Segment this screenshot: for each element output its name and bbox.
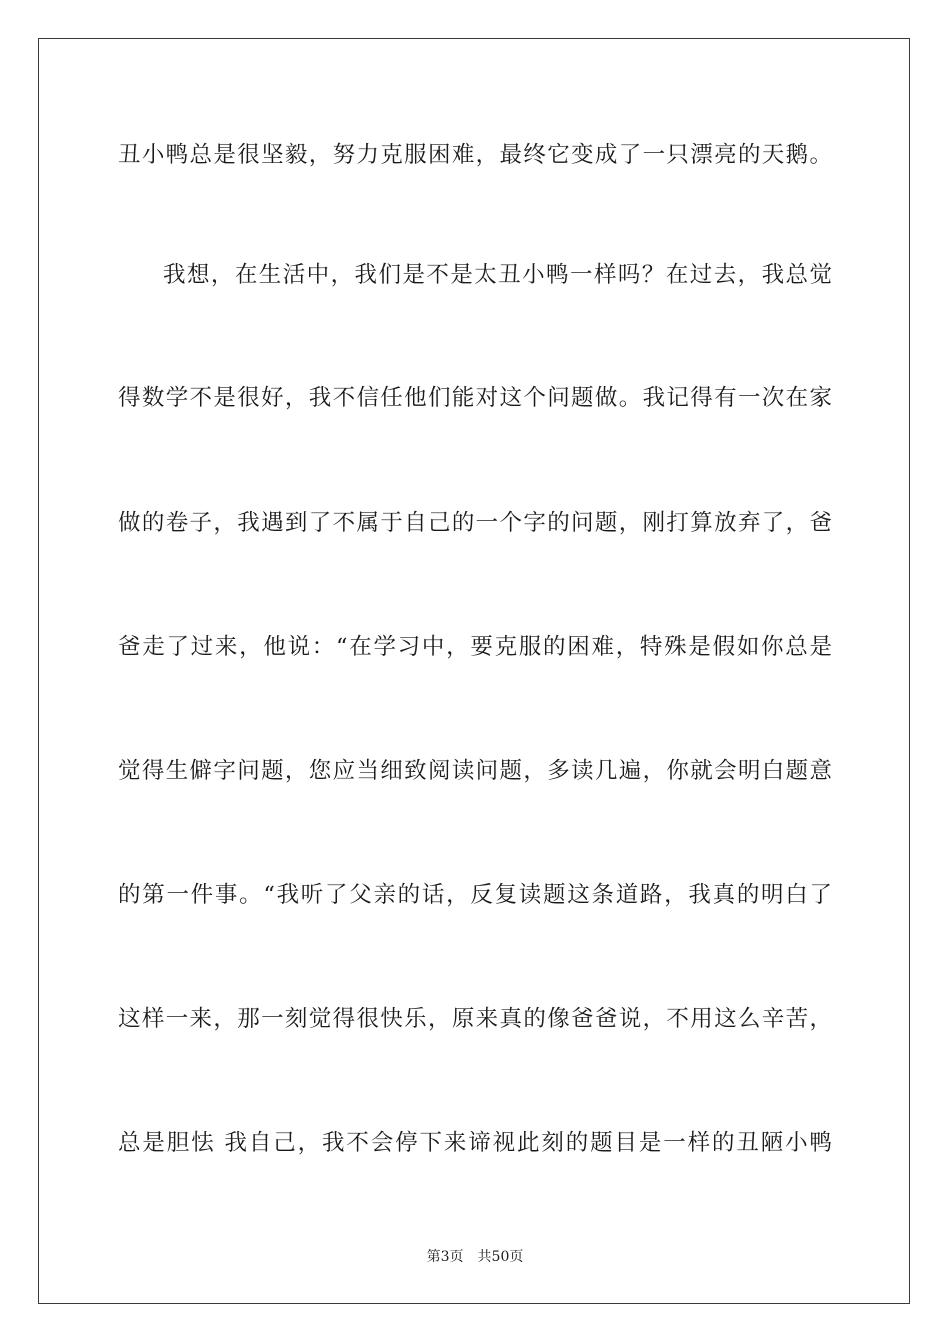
page-footer bbox=[0, 1247, 950, 1267]
paragraph-line-9: 总是胆怯 我自己，我不会停下来谛视此刻的题目是一样的丑陋小鸭 bbox=[118, 1130, 832, 1156]
total-pages: 共50页 bbox=[477, 1249, 524, 1265]
page-number: 第3页 bbox=[426, 1249, 464, 1265]
paragraph-line-3: 得数学不是很好，我不信任他们能对这个问题做。我记得有一次在家 bbox=[118, 385, 832, 411]
paragraph-line-1: 丑小鸭总是很坚毅，努力克服困难，最终它变成了一只漂亮的天鹅。 bbox=[118, 142, 832, 168]
paragraph-line-2: 我想，在生活中，我们是不是太丑小鸭一样吗？在过去，我总觉 bbox=[163, 262, 832, 288]
paragraph-line-6: 觉得生僻字问题，您应当细致阅读问题，多读几遍，你就会明白题意 bbox=[118, 758, 832, 784]
page-border bbox=[38, 38, 910, 1304]
paragraph-line-7: 的第一件事。“我听了父亲的话，反复读题这条道路，我真的明白了 bbox=[118, 882, 832, 908]
paragraph-line-5: 爸走了过来，他说：“在学习中，要克服的困难，特殊是假如你总是 bbox=[118, 634, 832, 660]
paragraph-line-4: 做的卷子，我遇到了不属于自己的一个字的问题，刚打算放弃了，爸 bbox=[118, 510, 832, 536]
paragraph-line-8: 这样一来，那一刻觉得很快乐，原来真的像爸爸说，不用这么辛苦， bbox=[118, 1006, 832, 1032]
